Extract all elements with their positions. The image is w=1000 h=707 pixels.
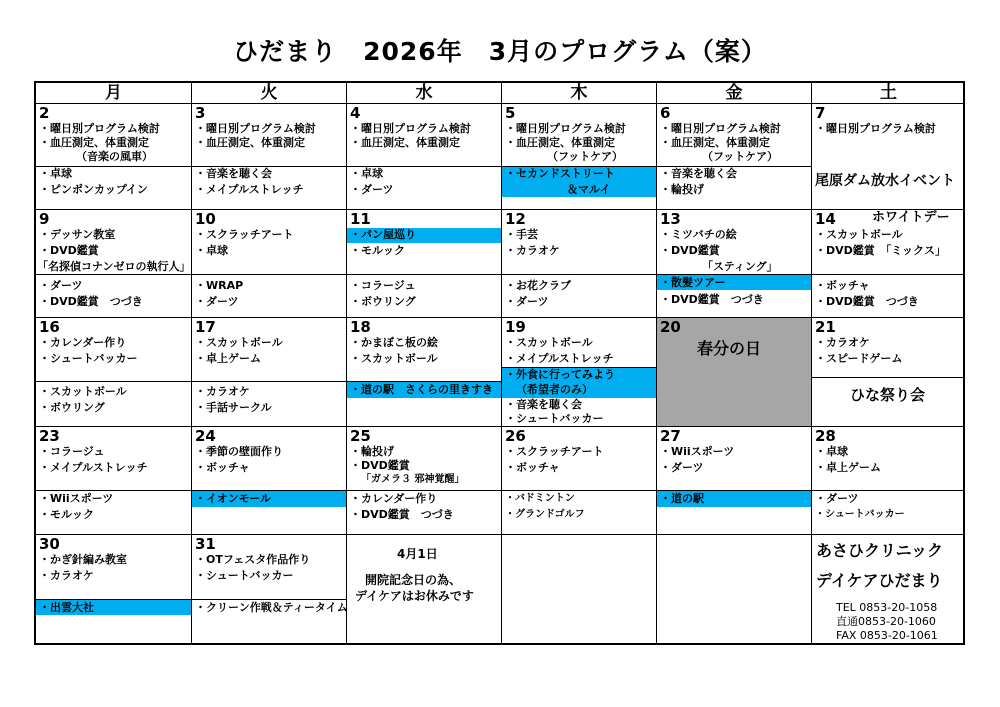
day-number: 9	[39, 210, 50, 228]
day-cell	[502, 210, 656, 317]
weekday-mon: 月	[36, 83, 192, 104]
phone-direct: 直通0853-20-1060	[836, 615, 936, 628]
day-cell	[192, 427, 346, 534]
activity: ・卓球	[39, 167, 72, 180]
activity: ・かまぼこ板の絵	[350, 336, 438, 349]
activity: ・デッサン教室	[39, 228, 116, 241]
activity: ・DVD鑑賞	[350, 459, 410, 472]
activity: ・クリーン作戦＆ティータイム	[195, 601, 348, 614]
activity: ・メイプルストレッチ	[195, 183, 304, 196]
activity: ・メイプルストレッチ	[505, 352, 614, 365]
activity: ・曜日別プログラム検討	[660, 122, 781, 135]
day-number: 6	[660, 104, 671, 122]
activity: ・コラージュ	[350, 279, 416, 292]
activity: ・スピードゲーム	[815, 352, 903, 365]
activity: ・カラオケ	[815, 336, 870, 349]
day-number: 12	[505, 210, 526, 228]
phone-tel: TEL 0853-20-1058	[836, 601, 938, 614]
clinic-info	[812, 535, 965, 645]
day-cell	[36, 318, 191, 426]
weekday-wed: 水	[347, 83, 502, 104]
activity: ・ダーツ	[350, 183, 394, 196]
day-number: 7	[815, 104, 826, 122]
activity: ・曜日別プログラム検討	[195, 122, 316, 135]
activity-note: （フットケア）	[702, 150, 779, 163]
activity-note: 「名探偵コナンゼロの執行人」	[37, 260, 191, 273]
activity: ・カラオケ	[39, 569, 94, 582]
day-number: 13	[660, 210, 681, 228]
activity: ・メイプルストレッチ	[39, 461, 148, 474]
day-number: 31	[195, 535, 216, 553]
day-cell	[657, 104, 811, 209]
day-cell	[192, 210, 346, 317]
closure-notice	[347, 535, 501, 645]
weekday-tue: 火	[192, 83, 347, 104]
activity: ・パン屋巡り	[350, 228, 416, 241]
activity: ・血圧測定、体重測定	[350, 136, 460, 149]
day-cell	[502, 427, 656, 534]
calendar-grid	[34, 81, 965, 645]
activity: ・カレンダー作り	[350, 492, 438, 505]
notice-date: 4月1日	[397, 547, 438, 561]
day-number: 26	[505, 427, 526, 445]
day-cell	[347, 104, 501, 209]
activity: ＆マルイ	[567, 183, 611, 196]
day-number: 27	[660, 427, 681, 445]
event-label: 尾原ダム放水イベント	[815, 173, 955, 189]
day-cell	[657, 427, 811, 534]
activity: ・季節の壁面作り	[195, 445, 283, 458]
activity: ・DVD鑑賞	[660, 244, 720, 257]
day-number: 2	[39, 104, 50, 122]
day-cell	[812, 210, 965, 317]
activity-note: （希望者のみ）	[516, 383, 593, 396]
day-cell	[36, 535, 191, 645]
event-label: ひな祭り会	[850, 386, 926, 404]
event-heading: ホワイトデー	[872, 210, 950, 225]
day-number: 28	[815, 427, 836, 445]
activity: ・手話サークル	[195, 401, 272, 414]
weekday-fri: 金	[657, 83, 812, 104]
day-number: 24	[195, 427, 216, 445]
weekday-sat: 土	[880, 83, 897, 103]
day-cell	[347, 427, 501, 534]
activity: ・セカンドストリート	[505, 167, 615, 180]
day-cell	[812, 104, 965, 209]
day-cell	[502, 104, 656, 209]
activity: ・血圧測定、体重測定	[505, 136, 615, 149]
day-cell	[192, 104, 346, 209]
activity: ・ボッチャ	[505, 461, 560, 474]
activity: ・ダーツ	[660, 461, 704, 474]
holiday-cell	[657, 318, 811, 426]
activity-note: （音楽の風車）	[76, 150, 153, 163]
day-number: 21	[815, 318, 836, 336]
activity: ・音楽を聴く会	[195, 167, 272, 180]
activity: ・ダーツ	[39, 279, 83, 292]
activity-note: 「スティング」	[702, 260, 778, 273]
day-cell	[36, 104, 191, 209]
activity: ・ボウリング	[39, 401, 105, 414]
activity: ・カラオケ	[195, 385, 250, 398]
day-cell	[812, 318, 965, 426]
activity: ・曜日別プログラム検討	[39, 122, 160, 135]
activity: ・DVD鑑賞 「ミックス」	[815, 244, 946, 257]
day-number: 16	[39, 318, 60, 336]
activity: ・DVD鑑賞 つづき	[815, 295, 919, 308]
activity: ・WRAP	[195, 279, 244, 292]
activity: ・音楽を聴く会	[660, 167, 737, 180]
clinic-name: あさひクリニック	[816, 541, 944, 560]
day-cell	[36, 210, 191, 317]
notice-text: 開院記念日の為、	[365, 573, 462, 587]
day-cell	[36, 427, 191, 534]
activity: ・スクラッチアート	[195, 228, 294, 241]
activity: ・卓球	[350, 167, 383, 180]
activity: ・ボッチャ	[195, 461, 250, 474]
activity: ・モルック	[350, 244, 405, 257]
activity: ・血圧測定、体重測定	[195, 136, 305, 149]
activity: ・卓上ゲーム	[195, 352, 261, 365]
day-number: 19	[505, 318, 526, 336]
activity: ・外食に行ってみよう	[505, 368, 615, 381]
day-number: 30	[39, 535, 60, 553]
day-cell	[502, 318, 656, 426]
page-title: ひだまり 2026年 3月のプログラム（案）	[233, 37, 767, 66]
activity: ・Wiiスポーツ	[39, 492, 114, 505]
activity: ・ダーツ	[505, 295, 549, 308]
day-number: 4	[350, 104, 361, 122]
activity: ・コラージュ	[39, 445, 105, 458]
activity: ・DVD鑑賞 つづき	[660, 293, 764, 306]
activity: ・スカットボール	[195, 336, 283, 349]
activity: ・シュートバッカー	[39, 352, 138, 365]
activity: ・モルック	[39, 508, 94, 521]
day-cell	[657, 210, 811, 317]
activity: ・ミツバチの絵	[660, 228, 737, 241]
activity: ・スカットボール	[815, 228, 903, 241]
activity: ・卓上ゲーム	[815, 461, 881, 474]
day-number: 10	[195, 210, 216, 228]
activity: ・Wiiスポーツ	[660, 445, 735, 458]
activity: ・手芸	[505, 228, 538, 241]
activity: ・輪投げ	[350, 445, 394, 458]
activity: ・グランドゴルフ	[505, 509, 585, 520]
day-cell	[812, 427, 965, 534]
activity: ・カレンダー作り	[39, 336, 127, 349]
fax: FAX 0853-20-1061	[836, 629, 938, 642]
day-cell	[192, 318, 346, 426]
activity: ・バドミントン	[505, 493, 575, 504]
activity: ・ダーツ	[815, 492, 859, 505]
holiday-label: 春分の日	[697, 339, 762, 358]
activity-note: （フットケア）	[547, 150, 624, 163]
day-number: 18	[350, 318, 371, 336]
activity: ・スカットボール	[505, 336, 593, 349]
activity: ・お花クラブ	[505, 279, 571, 292]
activity: ・スクラッチアート	[505, 445, 604, 458]
activity: ・血圧測定、体重測定	[39, 136, 149, 149]
activity: ・ボウリング	[350, 295, 416, 308]
activity: ・シュートバッカー	[815, 509, 905, 520]
activity: ・OTフェスタ作品作り	[195, 553, 311, 566]
activity: ・曜日別プログラム検討	[815, 122, 936, 135]
activity: ・曜日別プログラム検討	[350, 122, 471, 135]
activity: ・DVD鑑賞 つづき	[39, 295, 143, 308]
activity: ・ダーツ	[195, 295, 239, 308]
day-number: 5	[505, 104, 516, 122]
day-number: 23	[39, 427, 60, 445]
weekday-thu: 木	[502, 83, 657, 104]
activity: ・輪投げ	[660, 183, 704, 196]
activity: ・卓球	[815, 445, 848, 458]
day-number: 20	[660, 318, 681, 336]
notice-text: デイケアはお休みです	[355, 589, 474, 603]
activity: ・DVD鑑賞	[39, 244, 99, 257]
activity: ・イオンモール	[195, 492, 272, 505]
day-number: 11	[350, 210, 371, 228]
activity: ・シュートバッカー	[505, 412, 604, 425]
activity: ・道の駅 さくらの里きすき	[350, 383, 493, 396]
activity: ・血圧測定、体重測定	[660, 136, 770, 149]
activity: ・カラオケ	[505, 244, 560, 257]
day-cell	[347, 210, 501, 317]
activity: ・音楽を聴く会	[505, 398, 582, 411]
day-number: 14	[815, 210, 836, 228]
activity: ・曜日別プログラム検討	[505, 122, 626, 135]
day-number: 3	[195, 104, 206, 122]
day-number: 25	[350, 427, 371, 445]
activity: ・ボッチャ	[815, 279, 870, 292]
day-cell	[192, 535, 346, 645]
activity: ・スカットボール	[39, 385, 127, 398]
activity: ・ピンポンカップイン	[39, 183, 148, 196]
activity: ・卓球	[195, 244, 228, 257]
activity: ・かぎ針編み教室	[39, 553, 127, 566]
day-number: 17	[195, 318, 216, 336]
activity: ・DVD鑑賞 つづき	[350, 508, 454, 521]
activity: ・道の駅	[660, 492, 704, 505]
activity: ・シュートバッカー	[195, 569, 294, 582]
activity: ・スカットボール	[350, 352, 438, 365]
activity: ・出雲大社	[39, 601, 94, 614]
activity-note: 「ガメラ３ 邪神覚醒」	[361, 474, 465, 485]
daycare-name: デイケアひだまり	[816, 571, 943, 590]
activity: ・散髪ツアー	[660, 276, 726, 289]
day-cell	[347, 318, 501, 426]
